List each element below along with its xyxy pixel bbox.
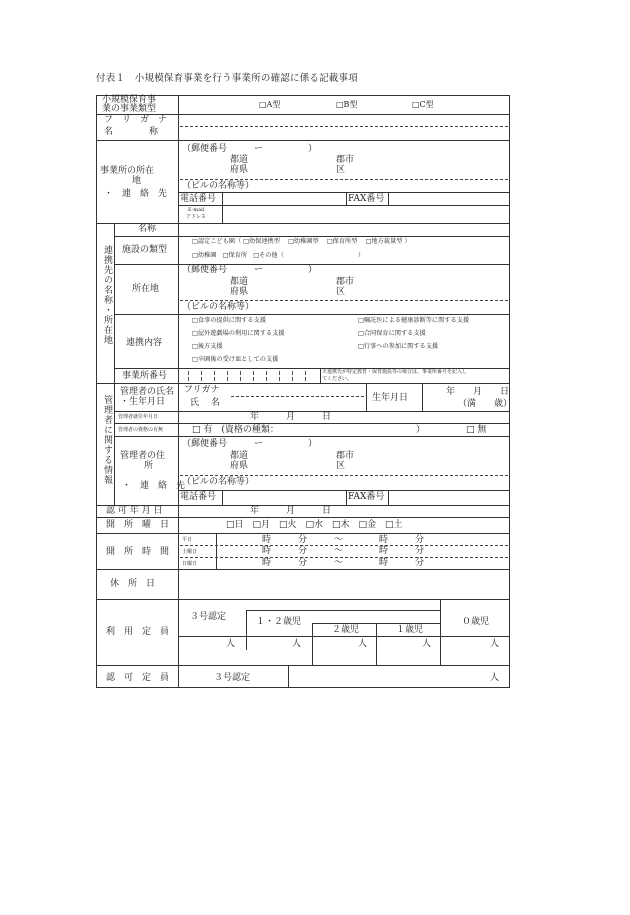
partner-side-label: 連携先の名称・所在地 xyxy=(102,245,112,345)
location-label-line1: 事業所の所在 xyxy=(100,166,155,176)
cell-divider xyxy=(288,665,289,688)
manager-name-label-2: ・生年月日 xyxy=(120,397,166,407)
cell-divider xyxy=(366,383,367,411)
partner-label-divider xyxy=(114,223,115,383)
approved-capacity-unit: 人 xyxy=(490,673,500,683)
type-option-b[interactable]: □B型 xyxy=(336,100,358,109)
open-days-label: 開 所 曜 日 xyxy=(106,520,170,530)
partner-name-label: 名称 xyxy=(138,224,157,234)
dob-value-1[interactable]: 年 月 日 xyxy=(446,387,510,397)
row-divider xyxy=(96,517,510,518)
manager-phone-label: 電話番号 xyxy=(180,492,217,502)
content-option-4[interactable]: □合同保育に関する支援 xyxy=(358,330,426,337)
row-divider xyxy=(96,599,510,600)
location-label-line2: 地 xyxy=(132,176,142,186)
content-option-5[interactable]: □後方支援 xyxy=(192,343,223,350)
content-option-7[interactable]: □卒園後の受け皿としての支援 xyxy=(192,356,279,363)
manager-start-label: 管理者就任年月日 xyxy=(118,414,159,420)
approved-capacity-cert3: ３号認定 xyxy=(214,673,251,683)
furigana-label: フ リ ガ ナ xyxy=(104,115,168,125)
partner-todofuken-1: 都道 xyxy=(230,277,249,287)
capacity-unit-cert3: 人 xyxy=(226,639,236,649)
cell-divider xyxy=(216,533,217,569)
cell-divider xyxy=(346,490,347,505)
row-divider xyxy=(178,192,510,193)
approval-date-value[interactable]: 年 月 日 xyxy=(250,506,332,516)
capacity-age12: １・２歳児 xyxy=(256,617,302,627)
saturday-label: 土曜日 xyxy=(182,549,198,555)
capacity-unit-age2: 人 xyxy=(358,639,368,649)
manager-address-label-3: ・ 連 絡 先 xyxy=(122,481,186,491)
row-divider xyxy=(96,383,510,384)
manager-address-label-1: 管理者の住 xyxy=(120,451,166,461)
manager-gunshi-2: 区 xyxy=(336,461,346,471)
location-todofuken-2: 府県 xyxy=(230,165,249,175)
qualification-yes[interactable]: □ 有 (資格の種類： xyxy=(192,425,279,435)
cell-divider xyxy=(246,610,247,650)
manager-name-label-1: 管理者の氏名 xyxy=(120,387,175,397)
content-option-3[interactable]: □屋外遊戯場の利用に関する支援 xyxy=(192,330,285,337)
cell-divider xyxy=(222,490,223,505)
partner-building[interactable]: （ビルの名称等） xyxy=(182,302,255,312)
qualification-label: 管理者の資格の有無 xyxy=(118,427,164,433)
label-column-divider xyxy=(178,95,179,688)
manager-start-value[interactable]: 年 月 日 xyxy=(250,412,332,422)
manager-label-divider xyxy=(114,383,115,505)
type-option-a[interactable]: □A型 xyxy=(259,100,281,109)
content-option-1[interactable]: □食事の提供に関する支援 xyxy=(192,317,266,324)
capacity-age0: ０歳児 xyxy=(462,617,490,627)
partner-gunshi-2: 区 xyxy=(336,287,346,297)
manager-address-label-2: 所 xyxy=(144,461,154,471)
content-option-6[interactable]: □行事への参加に関する支援 xyxy=(358,343,439,350)
office-number-label: 事業所番号 xyxy=(122,371,168,381)
open-days-options[interactable]: □日 □月 □火 □水 □木 □金 □土 xyxy=(226,520,403,530)
capacity-unit-age12: 人 xyxy=(292,639,302,649)
row-divider xyxy=(178,636,510,637)
type-label-line1: 小規模保育事 xyxy=(102,95,157,105)
manager-furigana: フリガナ xyxy=(184,385,220,395)
type-label-line2: 業の事業類型 xyxy=(102,104,157,114)
partner-address-label: 所在地 xyxy=(132,284,160,294)
open-hours-label: 開 所 時 間 xyxy=(106,547,170,557)
furigana-separator xyxy=(180,126,508,127)
weekday-hours[interactable]: 時 分 〜 時 分 xyxy=(262,535,425,545)
capacity-unit-age0: 人 xyxy=(490,639,500,649)
cell-divider xyxy=(346,192,347,205)
name-label: 名 称 xyxy=(104,127,159,137)
row-divider xyxy=(114,236,510,237)
partner-todofuken-2: 府県 xyxy=(230,287,249,297)
manager-building[interactable]: （ビルの名称等） xyxy=(182,477,255,487)
approved-capacity-label: 認 可 定 員 xyxy=(106,673,170,683)
email-label-line2: アドレス xyxy=(186,214,206,220)
row-divider xyxy=(246,610,440,611)
partner-postal[interactable]: （郵便番号 ー ） xyxy=(182,265,318,275)
facility-type-label: 施設の類型 xyxy=(122,245,168,255)
location-gunshi-2: 区 xyxy=(336,165,346,175)
row-divider xyxy=(114,314,510,315)
capacity-unit-age1: 人 xyxy=(422,639,432,649)
row-divider xyxy=(96,140,510,141)
manager-name-separator xyxy=(231,396,364,397)
location-label-line3: ・ 連 絡 先 xyxy=(104,189,168,199)
row-divider xyxy=(96,569,510,570)
qualification-close: ） xyxy=(416,425,426,435)
fax-label: FAX番号 xyxy=(348,194,385,204)
type-option-c[interactable]: □C型 xyxy=(412,100,434,109)
office-number-note-2: てください。 xyxy=(322,376,353,382)
partner-address-separator xyxy=(180,300,508,301)
facility-options-2[interactable]: □幼稚園 □保育所 □その他（ ） xyxy=(192,252,365,259)
office-number-note-1: ※連携先が特定教育・保育施設等の場合は、事業所番号を記入し xyxy=(322,369,468,375)
location-postal[interactable]: （郵便番号 ー ） xyxy=(182,144,318,154)
holiday-label: 休 所 日 xyxy=(110,579,156,589)
manager-gunshi-1: 郡市 xyxy=(336,451,355,461)
manager-postal[interactable]: （郵便番号 ー ） xyxy=(182,439,318,449)
manager-todofuken-1: 都道 xyxy=(230,451,249,461)
cell-divider xyxy=(222,192,223,223)
cell-divider xyxy=(440,599,441,665)
saturday-hours[interactable]: 時 分 〜 時 分 xyxy=(262,546,425,556)
dob-label: 生年月日 xyxy=(372,393,409,403)
confirmation-form xyxy=(96,95,513,688)
location-separator xyxy=(180,179,508,180)
location-gunshi-1: 郡市 xyxy=(336,155,355,165)
phone-label: 電話番号 xyxy=(180,194,217,204)
qualification-no[interactable]: □ 無 xyxy=(466,425,487,435)
cell-divider xyxy=(376,623,377,665)
manager-fax-label: FAX番号 xyxy=(348,492,385,502)
row-divider xyxy=(96,665,510,666)
sunday-hours[interactable]: 時 分 〜 時 分 xyxy=(262,558,425,568)
cell-divider xyxy=(388,490,389,505)
row-divider xyxy=(178,490,510,491)
cell-divider xyxy=(388,192,389,205)
manager-name: 氏 名 xyxy=(190,398,220,408)
row-divider xyxy=(96,223,510,224)
location-todofuken-1: 都道 xyxy=(230,155,249,165)
cell-divider xyxy=(422,383,423,411)
capacity-label: 利 用 定 員 xyxy=(106,627,170,637)
capacity-age2: ２歳児 xyxy=(332,625,360,635)
capacity-age1: １歳児 xyxy=(396,625,424,635)
content-option-2[interactable]: □嘱託医による健康診断等に関する支援 xyxy=(358,317,470,324)
partner-gunshi-1: 郡市 xyxy=(336,277,355,287)
partner-content-label: 連携内容 xyxy=(126,338,163,348)
manager-address-separator xyxy=(180,475,508,476)
row-divider xyxy=(114,436,510,437)
approval-date-label: 認 可 年 月 日 xyxy=(106,506,163,516)
manager-side-label: 管理者に関する情報 xyxy=(102,395,112,485)
page-title: 付表１ 小規模保育事業を行う事業所の確認に係る記載事項 xyxy=(96,73,358,84)
row-divider xyxy=(178,205,510,206)
cell-divider xyxy=(312,623,313,665)
email-label-line1: E-mail xyxy=(188,207,205,213)
manager-todofuken-2: 府県 xyxy=(230,461,249,471)
row-divider xyxy=(96,533,510,534)
cell-divider xyxy=(320,368,321,383)
dob-value-2[interactable]: （満 歳） xyxy=(458,399,513,409)
row-divider xyxy=(114,423,510,424)
location-building[interactable]: （ビルの名称等） xyxy=(182,181,255,191)
weekday-label: 平日 xyxy=(182,537,193,543)
facility-options-1[interactable]: □認定こども園（ □幼保連携型 □幼稚園型 □保育所型 □地方裁量型 ） xyxy=(192,238,411,245)
capacity-cert3: ３号認定 xyxy=(190,612,227,622)
sunday-label: 日曜日 xyxy=(182,561,198,567)
